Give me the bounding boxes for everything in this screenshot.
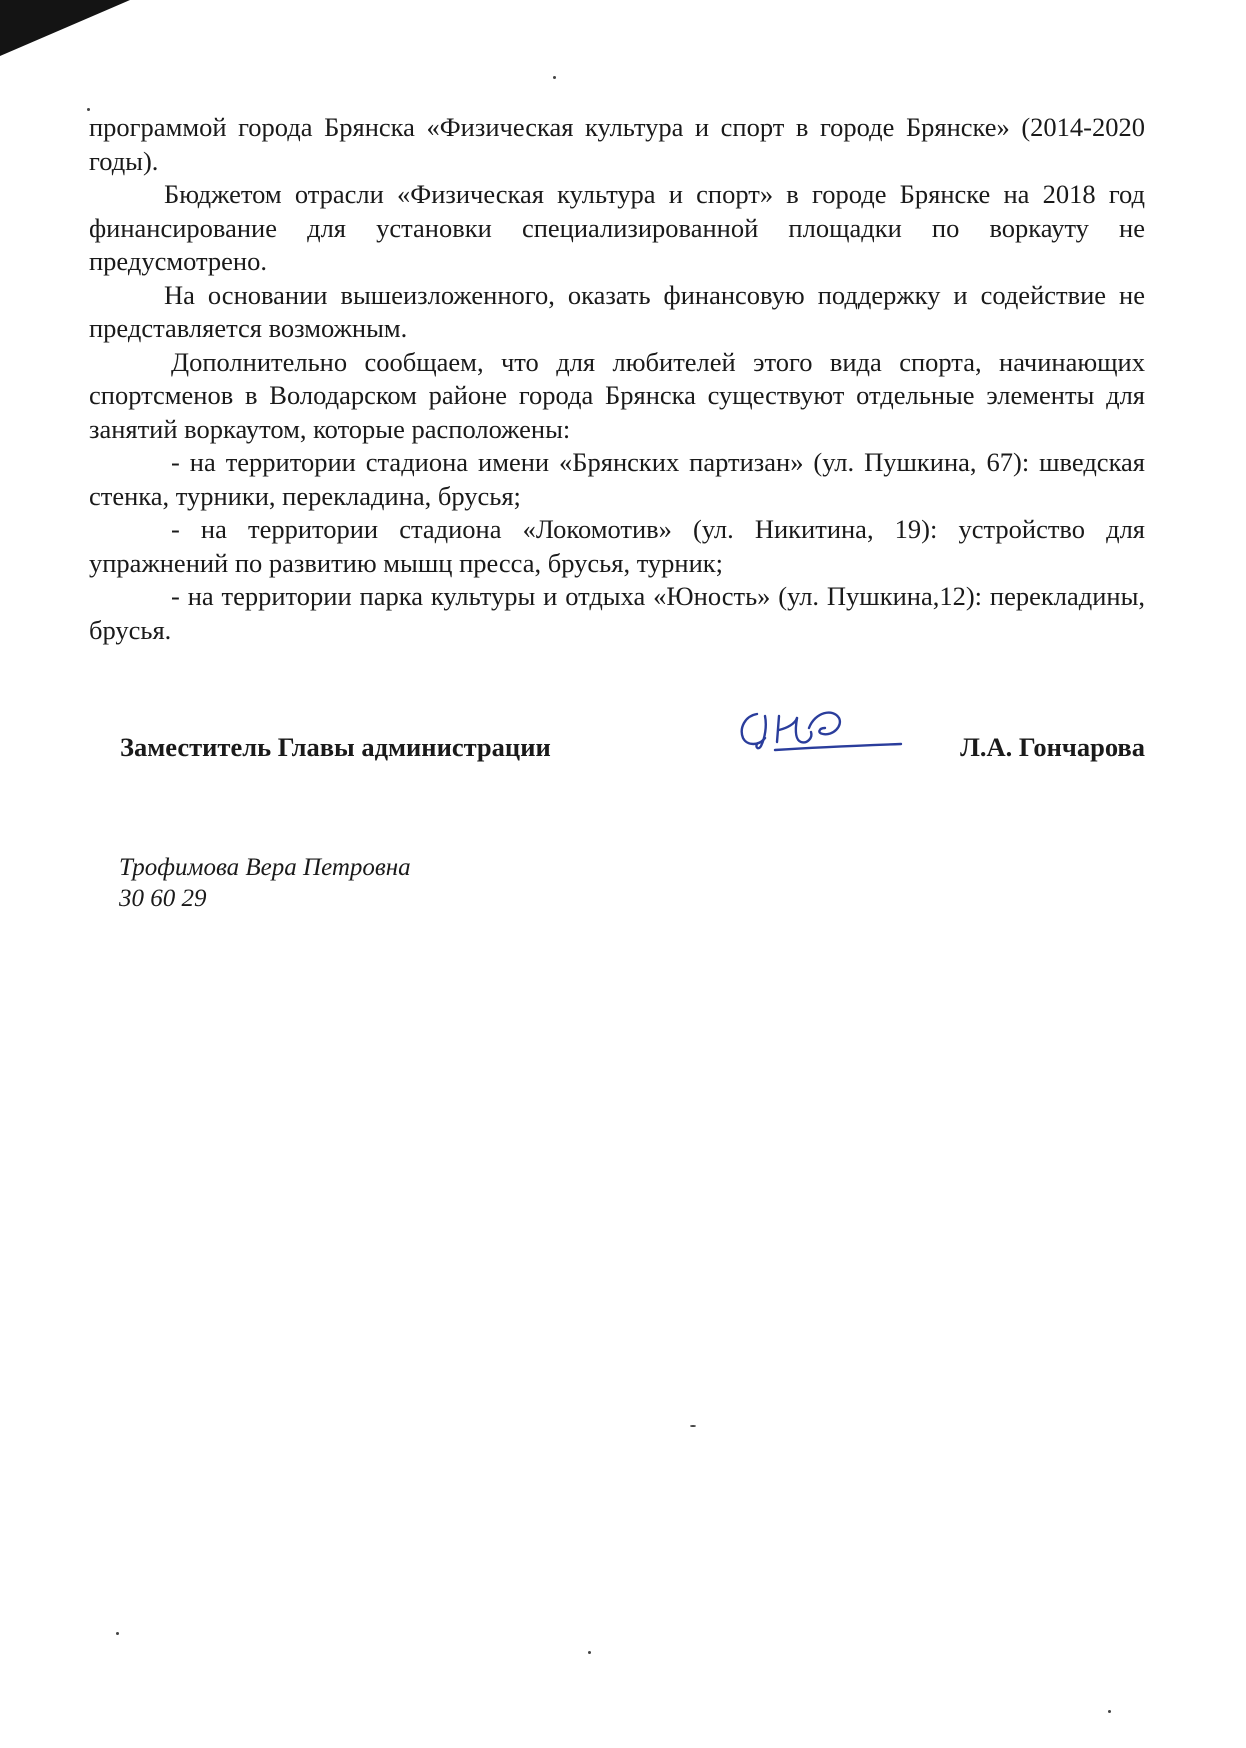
contact-block — [119, 852, 411, 914]
paragraph-conclusion: На основании вышеизложенного, оказать финансовую поддержку и содействие не представляется возможным. — [89, 279, 1145, 343]
paragraph-program-continuation: программой города Брянска «Физическая культура и спорт в городе Брянске» (2014-2020 годы). — [89, 112, 1145, 176]
signatory-title: Заместитель Главы администрации — [120, 732, 551, 762]
signatory-name: Л.А. Гончарова — [960, 732, 1145, 762]
contact-phone: 30 60 29 — [119, 885, 207, 912]
scan-speck — [116, 1632, 119, 1635]
signature-block — [120, 732, 1145, 772]
list-item-stadium-lokomotiv: - на территории стадиона «Локомотив» (ул. Никитина, 19): устройство для упражнений по развитию мышц пресса, брусья, турник; — [89, 514, 1145, 578]
scan-speck — [1108, 1710, 1111, 1713]
paragraph-budget: Бюджетом отрасли «Физическая культура и спорт» в городе Брянске на 2018 год финансирование для установки специализированной площадки по воркауту не предусмотрено. — [89, 179, 1145, 276]
scan-speck — [87, 108, 90, 111]
scan-speck — [588, 1651, 591, 1654]
list-item-park-yunost: - на территории парка культуры и отдыха «Юность» (ул. Пушкина,12): перекладины, брусья. — [89, 581, 1145, 645]
contact-name: Трофимова Вера Петровна — [119, 854, 411, 881]
paragraph-additional-info: Дополнительно сообщаем, что для любителей этого вида спорта, начинающих спортсменов в Володарском районе города Брянска существуют отдельные элементы для занятий воркаутом, которые расположены: — [89, 346, 1145, 444]
scan-speck — [690, 1425, 696, 1427]
list-item-stadium-partisans: - на территории стадиона имени «Брянских партизан» (ул. Пушкина, 67): шведская стенка, турники, перекладина, брусья; — [89, 447, 1145, 511]
letter-body — [89, 111, 1145, 647]
scan-shadow-corner — [0, 0, 130, 56]
scan-speck — [553, 76, 556, 79]
